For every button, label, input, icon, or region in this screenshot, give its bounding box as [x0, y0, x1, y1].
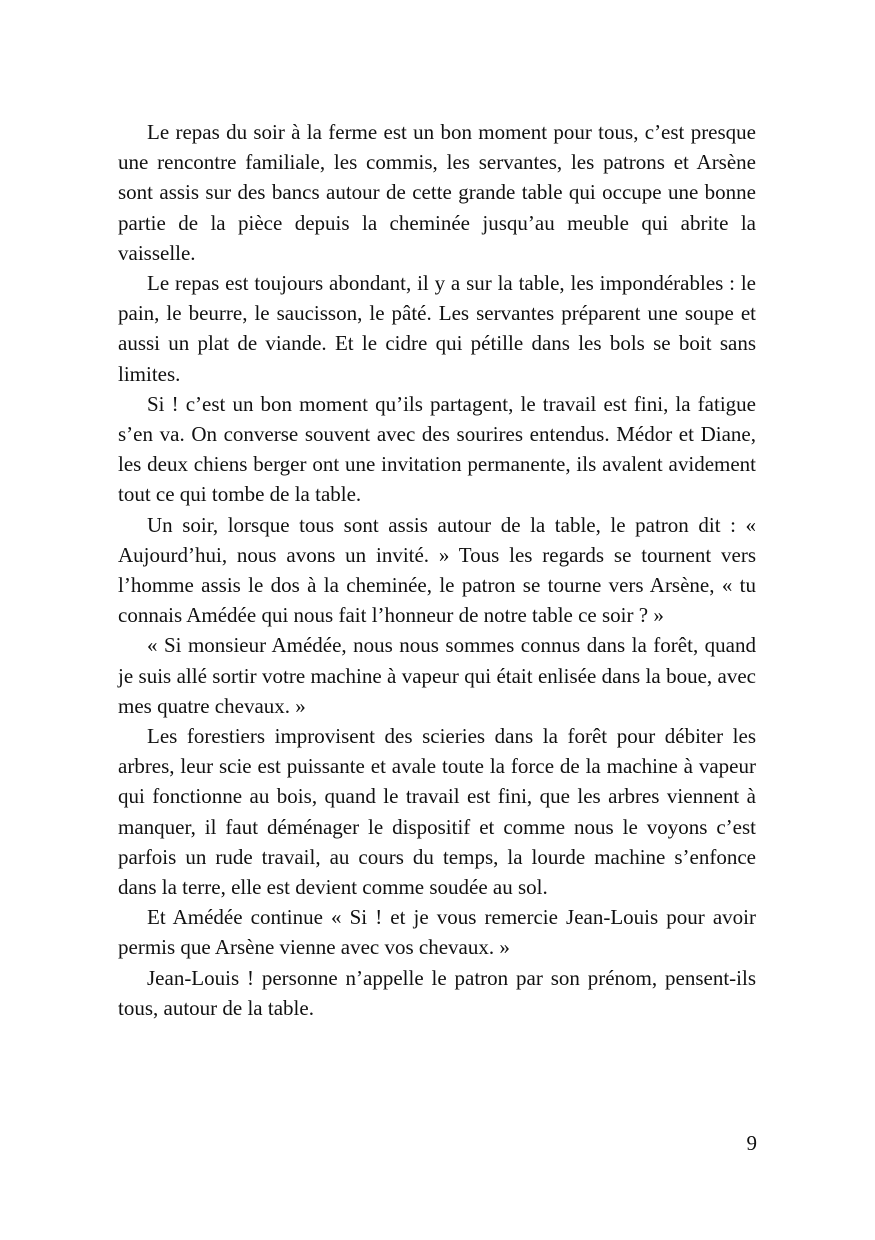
- page-number: 9: [746, 1131, 757, 1155]
- paragraph: Un soir, lorsque tous sont assis autour de la table, le patron dit : « Aujourd’hui, nous avons un invité. » Tous les regards se tournent vers l’homme assis le dos à la cheminée, le patron se tourne vers Arsène, « tu connais Amédée qui nous fait l’honneur de notre table ce soir ? »: [118, 512, 756, 628]
- paragraph: « Si monsieur Amédée, nous nous sommes connus dans la forêt, quand je suis allé sortir votre machine à vapeur qui était enlisée dans la boue, avec mes quatre chevaux. »: [118, 633, 756, 718]
- paragraph: Les forestiers improvisent des scieries dans la forêt pour débiter les arbres, leur scie est puissante et avale toute la force de la machine à vapeur qui fonctionne au bois, quand le travail est fini, que les arbres viennent à manquer, il faut déménager le dispositif et comme nous le voyons c’est parfois un rude travail, au cours du temps, la lourde machine s’enfonce dans la terre, elle est devient comme soudée au sol.: [118, 724, 756, 900]
- paragraph: Le repas est toujours abondant, il y a sur la table, les impondérables : le pain, le beurre, le saucisson, le pâté. Les servantes préparent une soupe et aussi un plat de viande. Et le cidre qui pétille dans les bols se boit sans limites.: [118, 271, 756, 386]
- paragraph: Si ! c’est un bon moment qu’ils partagent, le travail est fini, la fatigue s’en va. On converse souvent avec des sourires entendus. Médor et Diane, les deux chiens berger ont une invitation permanente, ils avalent avidement tout ce qui tombe de la table.: [118, 391, 756, 507]
- body-text: [118, 117, 756, 1023]
- paragraph: Et Amédée continue « Si ! et je vous remercie Jean-Louis pour avoir permis que Arsène vienne avec vos chevaux. »: [118, 905, 756, 960]
- paragraph: Le repas du soir à la ferme est un bon moment pour tous, c’est presque une rencontre familiale, les commis, les servantes, les patrons et Arsène sont assis sur des bancs autour de cette grande table qui occupe une bonne partie de la pièce depuis la cheminée jusqu’au meuble qui abrite la vaisselle.: [118, 120, 756, 265]
- paragraph: Jean-Louis ! personne n’appelle le patron par son prénom, pensent-ils tous, autour de la table.: [118, 965, 756, 1020]
